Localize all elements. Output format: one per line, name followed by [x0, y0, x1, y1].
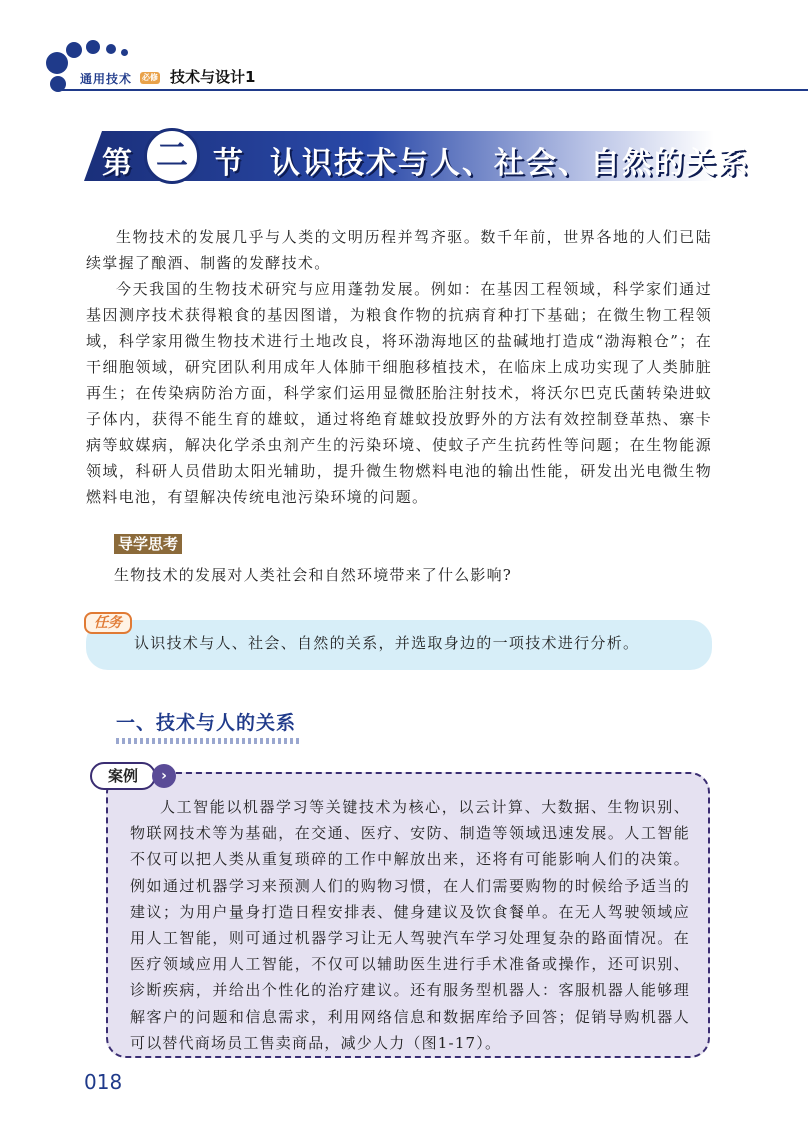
paragraph-examples: 今天我国的生物技术研究与应用蓬勃发展。例如：在基因工程领域，科学家们通过基因测序技术获得粮食的基因图谱，为粮食作物的抗病育种打下基础；在微生物工程领域，科学家用微生物技术进行土地改良，将环渤海地区的盐碱地打造成“渤海粮仓”；在干细胞领域，研究团队利用成年人体肺干细胞移植技术，在临床上成功实现了人类肺脏再生；在传染病防治方面，科学家们运用显微胚胎注射技术，将沃尔巴克氏菌转染进蚊子体内，获得不能生育的雄蚊，通过将绝育雄蚊投放野外的方法有效控制登革热、寨卡病等蚊媒病，解决化学杀虫剂产生的污染环境、使蚊子产生抗药性等问题；在生物能源领域，科研人员借助太阳光辅助，提升微生物燃料电池的输出性能，研发出光电微生物燃料电池，有望解决传统电池污染环境的问题。 [86, 280, 712, 506]
case-label: 案例 [90, 762, 156, 790]
guide-thinking-label: 导学思考 [114, 534, 182, 554]
decor-dot-medium-2 [86, 40, 100, 54]
section-suffix: 节 [213, 146, 244, 181]
section-number: 二 [155, 136, 188, 174]
decor-dot-medium [66, 42, 82, 58]
decor-dot-small [106, 44, 116, 54]
task-label: 任务 [84, 612, 132, 634]
decor-dot-large [46, 52, 68, 74]
task-text: 认识技术与人、社会、自然的关系，并选取身边的一项技术进行分析。 [134, 634, 640, 652]
page-number: 018 [84, 1070, 123, 1094]
required-badge: 必修 [142, 73, 158, 82]
paragraph-intro: 生物技术的发展几乎与人类的文明历程并驾齐驱。数千年前，世界各地的人们已陆续掌握了酿酒、制酱的发酵技术。 [86, 228, 712, 272]
header-rule [62, 89, 808, 91]
book-title: 技术与设计1 [170, 68, 256, 86]
section-prefix: 第 [102, 146, 133, 181]
book-series-label: 通用技术 [80, 72, 133, 86]
case-text: 人工智能以机器学习等关键技术为核心，以云计算、大数据、生物识别、物联网技术等为基础，在交通、医疗、安防、制造等领域迅速发展。人工智能不仅可以把人类从重复琐碎的工作中解放出来，还将有可能影响人们的决策。例如通过机器学习来预测人们的购物习惯，在人们需要购物的时候给予适当的建议；为用户量身打造日程安排表、健身建议及饮食餐单。在无人驾驶领域应用人工智能，则可通过机器学习让无人驾驶汽车学习处理复杂的路面情况。在医疗领域应用人工智能，不仅可以辅助医生进行手术准备或操作，还可识别、诊断疾病，并给出个性化的治疗建议。还有服务型机器人：客服机器人能够理解客户的问题和信息需求，利用网络信息和数据库给予回答；促销导购机器人可以替代商场员工售卖商品，减少人力（图1-17）。 [130, 798, 690, 1052]
decor-dot-tiny [121, 49, 128, 56]
heading-underline [116, 738, 302, 744]
section-title: 认识技术与人、社会、自然的关系 [270, 146, 750, 181]
running-header [0, 0, 808, 100]
guide-thinking-question: 生物技术的发展对人类社会和自然环境带来了什么影响? [114, 566, 513, 584]
chevron-right-icon: › [152, 764, 176, 788]
subsection-heading: 一、技术与人的关系 [116, 712, 297, 734]
